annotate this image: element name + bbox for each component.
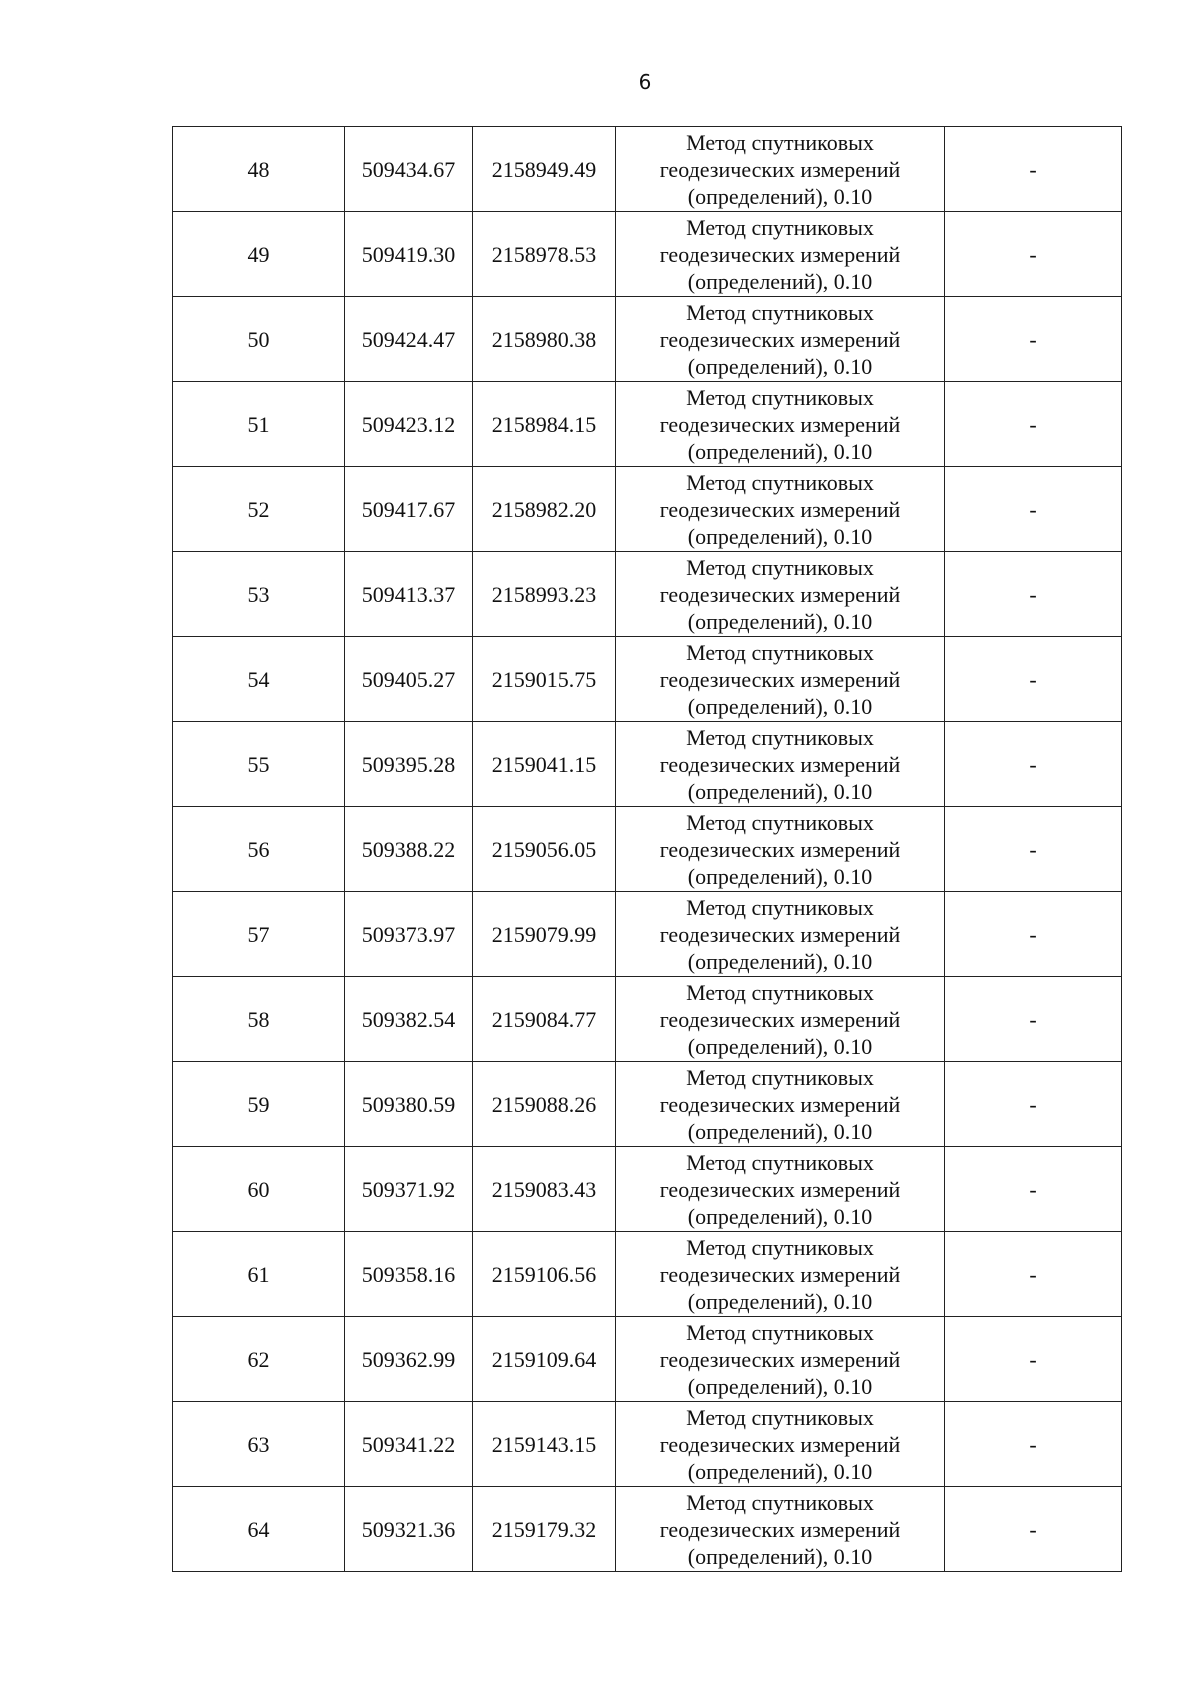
method-text-line: (определений), 0.10 bbox=[687, 268, 873, 294]
method-text-line: Метод спутниковых bbox=[686, 724, 874, 750]
method-cell bbox=[616, 1317, 945, 1402]
x-coordinate-cell: 509321.36 bbox=[345, 1487, 473, 1572]
method-text-line: геодезических измерений bbox=[659, 1346, 901, 1372]
table-row bbox=[173, 212, 1122, 297]
method-text-line: (определений), 0.10 bbox=[687, 693, 873, 719]
x-coordinate-cell: 509405.27 bbox=[345, 637, 473, 722]
coordinates-table bbox=[172, 126, 1122, 1572]
note-cell: - bbox=[945, 1147, 1122, 1232]
point-number-cell: 56 bbox=[173, 807, 345, 892]
x-coordinate-cell: 509434.67 bbox=[345, 127, 473, 212]
method-text-line: геодезических измерений bbox=[659, 326, 901, 352]
method-text-line: (определений), 0.10 bbox=[687, 948, 873, 974]
method-text-line: (определений), 0.10 bbox=[687, 778, 873, 804]
table-row bbox=[173, 1402, 1122, 1487]
method-cell bbox=[616, 1147, 945, 1232]
x-coordinate-cell: 509382.54 bbox=[345, 977, 473, 1062]
x-coordinate-cell: 509341.22 bbox=[345, 1402, 473, 1487]
method-text-line: Метод спутниковых bbox=[686, 554, 874, 580]
table-row bbox=[173, 297, 1122, 382]
note-cell: - bbox=[945, 637, 1122, 722]
y-coordinate-cell: 2159041.15 bbox=[473, 722, 616, 807]
method-text-line: Метод спутниковых bbox=[686, 299, 874, 325]
y-coordinate-cell: 2159143.15 bbox=[473, 1402, 616, 1487]
method-text-line: Метод спутниковых bbox=[686, 809, 874, 835]
method-cell bbox=[616, 382, 945, 467]
y-coordinate-cell: 2159015.75 bbox=[473, 637, 616, 722]
point-number-cell: 48 bbox=[173, 127, 345, 212]
y-coordinate-cell: 2158993.23 bbox=[473, 552, 616, 637]
y-coordinate-cell: 2159084.77 bbox=[473, 977, 616, 1062]
table-row bbox=[173, 637, 1122, 722]
method-text-line: Метод спутниковых bbox=[686, 1319, 874, 1345]
note-cell: - bbox=[945, 212, 1122, 297]
y-coordinate-cell: 2159109.64 bbox=[473, 1317, 616, 1402]
note-cell: - bbox=[945, 297, 1122, 382]
method-cell bbox=[616, 297, 945, 382]
method-text-line: (определений), 0.10 bbox=[687, 1033, 873, 1059]
point-number-cell: 60 bbox=[173, 1147, 345, 1232]
coordinates-table-body bbox=[173, 127, 1122, 1572]
method-text-line: Метод спутниковых bbox=[686, 894, 874, 920]
note-cell: - bbox=[945, 722, 1122, 807]
method-text-line: (определений), 0.10 bbox=[687, 1288, 873, 1314]
method-text-line: Метод спутниковых bbox=[686, 1234, 874, 1260]
x-coordinate-cell: 509395.28 bbox=[345, 722, 473, 807]
method-text-line: геодезических измерений bbox=[659, 1431, 901, 1457]
x-coordinate-cell: 509388.22 bbox=[345, 807, 473, 892]
method-text-line: геодезических измерений bbox=[659, 1516, 901, 1542]
method-cell bbox=[616, 977, 945, 1062]
x-coordinate-cell: 509362.99 bbox=[345, 1317, 473, 1402]
method-text-line: геодезических измерений bbox=[659, 751, 901, 777]
page-number: 6 bbox=[638, 70, 652, 94]
table-row bbox=[173, 467, 1122, 552]
point-number-cell: 61 bbox=[173, 1232, 345, 1317]
method-text-line: (определений), 0.10 bbox=[687, 608, 873, 634]
method-text-line: Метод спутниковых bbox=[686, 1064, 874, 1090]
table-row bbox=[173, 127, 1122, 212]
table-row bbox=[173, 1147, 1122, 1232]
method-cell bbox=[616, 1232, 945, 1317]
method-text-line: Метод спутниковых bbox=[686, 1489, 874, 1515]
y-coordinate-cell: 2159088.26 bbox=[473, 1062, 616, 1147]
x-coordinate-cell: 509423.12 bbox=[345, 382, 473, 467]
point-number-cell: 55 bbox=[173, 722, 345, 807]
point-number-cell: 57 bbox=[173, 892, 345, 977]
x-coordinate-cell: 509380.59 bbox=[345, 1062, 473, 1147]
method-cell bbox=[616, 892, 945, 977]
note-cell: - bbox=[945, 127, 1122, 212]
table-row bbox=[173, 977, 1122, 1062]
x-coordinate-cell: 509417.67 bbox=[345, 467, 473, 552]
method-text-line: (определений), 0.10 bbox=[687, 1458, 873, 1484]
table-row bbox=[173, 1062, 1122, 1147]
method-cell bbox=[616, 637, 945, 722]
method-text-line: геодезических измерений bbox=[659, 666, 901, 692]
y-coordinate-cell: 2159079.99 bbox=[473, 892, 616, 977]
note-cell: - bbox=[945, 1487, 1122, 1572]
method-text-line: (определений), 0.10 bbox=[687, 523, 873, 549]
method-text-line: геодезических измерений bbox=[659, 921, 901, 947]
method-text-line: геодезических измерений bbox=[659, 411, 901, 437]
method-text-line: геодезических измерений bbox=[659, 241, 901, 267]
y-coordinate-cell: 2158984.15 bbox=[473, 382, 616, 467]
method-cell bbox=[616, 467, 945, 552]
y-coordinate-cell: 2158980.38 bbox=[473, 297, 616, 382]
method-text-line: Метод спутниковых bbox=[686, 1404, 874, 1430]
point-number-cell: 53 bbox=[173, 552, 345, 637]
x-coordinate-cell: 509419.30 bbox=[345, 212, 473, 297]
method-text-line: (определений), 0.10 bbox=[687, 353, 873, 379]
point-number-cell: 52 bbox=[173, 467, 345, 552]
method-text-line: геодезических измерений bbox=[659, 1006, 901, 1032]
note-cell: - bbox=[945, 977, 1122, 1062]
method-cell bbox=[616, 127, 945, 212]
method-text-line: Метод спутниковых bbox=[686, 214, 874, 240]
note-cell: - bbox=[945, 467, 1122, 552]
point-number-cell: 58 bbox=[173, 977, 345, 1062]
point-number-cell: 62 bbox=[173, 1317, 345, 1402]
method-cell bbox=[616, 212, 945, 297]
table-row bbox=[173, 1232, 1122, 1317]
table-row bbox=[173, 892, 1122, 977]
method-cell bbox=[616, 722, 945, 807]
note-cell: - bbox=[945, 1317, 1122, 1402]
method-text-line: (определений), 0.10 bbox=[687, 1543, 873, 1569]
method-text-line: геодезических измерений bbox=[659, 581, 901, 607]
point-number-cell: 50 bbox=[173, 297, 345, 382]
method-text-line: (определений), 0.10 bbox=[687, 1118, 873, 1144]
method-cell bbox=[616, 807, 945, 892]
note-cell: - bbox=[945, 552, 1122, 637]
x-coordinate-cell: 509358.16 bbox=[345, 1232, 473, 1317]
x-coordinate-cell: 509373.97 bbox=[345, 892, 473, 977]
point-number-cell: 59 bbox=[173, 1062, 345, 1147]
method-text-line: геодезических измерений bbox=[659, 1176, 901, 1202]
method-text-line: (определений), 0.10 bbox=[687, 183, 873, 209]
y-coordinate-cell: 2159106.56 bbox=[473, 1232, 616, 1317]
y-coordinate-cell: 2158982.20 bbox=[473, 467, 616, 552]
point-number-cell: 64 bbox=[173, 1487, 345, 1572]
table-row bbox=[173, 722, 1122, 807]
table-row bbox=[173, 807, 1122, 892]
y-coordinate-cell: 2158978.53 bbox=[473, 212, 616, 297]
method-cell bbox=[616, 1487, 945, 1572]
point-number-cell: 51 bbox=[173, 382, 345, 467]
method-text-line: геодезических измерений bbox=[659, 1091, 901, 1117]
method-text-line: геодезических измерений bbox=[659, 836, 901, 862]
point-number-cell: 49 bbox=[173, 212, 345, 297]
x-coordinate-cell: 509413.37 bbox=[345, 552, 473, 637]
x-coordinate-cell: 509424.47 bbox=[345, 297, 473, 382]
method-text-line: геодезических измерений bbox=[659, 1261, 901, 1287]
note-cell: - bbox=[945, 1402, 1122, 1487]
note-cell: - bbox=[945, 892, 1122, 977]
method-text-line: Метод спутниковых bbox=[686, 129, 874, 155]
method-text-line: (определений), 0.10 bbox=[687, 438, 873, 464]
point-number-cell: 63 bbox=[173, 1402, 345, 1487]
y-coordinate-cell: 2158949.49 bbox=[473, 127, 616, 212]
method-text-line: геодезических измерений bbox=[659, 496, 901, 522]
x-coordinate-cell: 509371.92 bbox=[345, 1147, 473, 1232]
y-coordinate-cell: 2159179.32 bbox=[473, 1487, 616, 1572]
note-cell: - bbox=[945, 1062, 1122, 1147]
method-text-line: Метод спутниковых bbox=[686, 384, 874, 410]
method-text-line: (определений), 0.10 bbox=[687, 1203, 873, 1229]
point-number-cell: 54 bbox=[173, 637, 345, 722]
y-coordinate-cell: 2159056.05 bbox=[473, 807, 616, 892]
method-text-line: (определений), 0.10 bbox=[687, 1373, 873, 1399]
method-text-line: Метод спутниковых bbox=[686, 639, 874, 665]
note-cell: - bbox=[945, 382, 1122, 467]
method-cell bbox=[616, 1402, 945, 1487]
method-text-line: геодезических измерений bbox=[659, 156, 901, 182]
note-cell: - bbox=[945, 1232, 1122, 1317]
table-row bbox=[173, 1317, 1122, 1402]
method-cell bbox=[616, 1062, 945, 1147]
note-cell: - bbox=[945, 807, 1122, 892]
method-text-line: Метод спутниковых bbox=[686, 469, 874, 495]
method-text-line: (определений), 0.10 bbox=[687, 863, 873, 889]
method-cell bbox=[616, 552, 945, 637]
y-coordinate-cell: 2159083.43 bbox=[473, 1147, 616, 1232]
table-row bbox=[173, 1487, 1122, 1572]
method-text-line: Метод спутниковых bbox=[686, 1149, 874, 1175]
method-text-line: Метод спутниковых bbox=[686, 979, 874, 1005]
table-row bbox=[173, 552, 1122, 637]
table-row bbox=[173, 382, 1122, 467]
